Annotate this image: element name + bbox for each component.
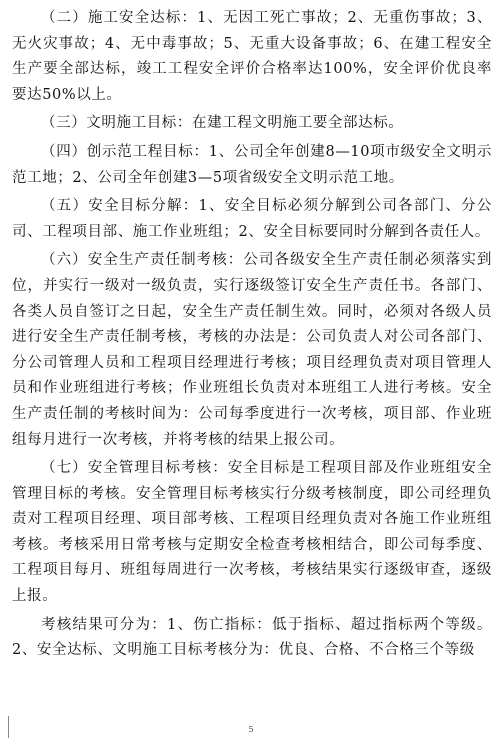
page-number: 5 — [248, 725, 254, 734]
paragraph-assessment-results: 考核结果可分为：1、伤亡指标：低于指标、超过指标两个等级。2、安全达标、文明施工目标考核分为：优良、合格、不合格三个等级 — [12, 616, 492, 659]
paragraph-model-project-goal: （四）创示范工程目标：1、公司全年创建8—10项市级安全文明示范工地；2、公司全年创建3—5项省级安全文明示范工地。 — [12, 143, 492, 186]
paragraph-civilized-construction-goal: （三）文明施工目标：在建工程文明施工要全部达标。 — [41, 115, 404, 132]
paragraph-management-goal-assessment: （七）安全管理目标考核：安全目标是工程项目部及作业班组安全管理目标的考核。安全管理目标考核实行分级考核制度，即公司经理负责对工程项目经理、项目部考核、工程项目经理负责对各施工作业班组考核。考核采用日常考核与定期安全检查考核相结合，即公司每季度、工程项目每月、班组每周进行一次考核，考核结果实行逐级审查，逐级上报。 — [12, 460, 492, 605]
paragraph-safety-goal-breakdown: （五）安全目标分解：1、安全目标必须分解到公司各部门、分公司、工程项目部、施工作业班组；2、安全目标要同时分解到各责任人。 — [12, 198, 492, 240]
document-body — [12, 6, 492, 664]
paragraph-responsibility-assessment: （六）安全生产责任制考核：公司各级安全生产责任制必须落实到位，并实行一级对一级负责，实行逐级签订安全生产责任书。各部门、各类人员自签订之日起，安全生产责任制生效。同时，必须对各级人员进行安全生产责任制考核，考核的办法是：公司负责人对公司各部门、分公司管理人员和工程项目经理进行考核；项目经理负责对项目管理人员和作业班组进行考核；作业班组长负责对本班组工人进行考核。安全生产责任制的考核时间为：公司每季度进行一次考核，项目部、作业班组每月进行一次考核，并将考核的结果上报公司。 — [12, 252, 492, 448]
paragraph-construction-safety-standards: （二）施工安全达标：1、无因工死亡事故；2、无重伤事故；3、无火灾事故；4、无中毒事故；5、无重大设备事故；6、在建工程安全生产要全部达标，竣工工程安全评价合格率达100%，安全评价优良率要达50%以上。 — [12, 10, 492, 103]
